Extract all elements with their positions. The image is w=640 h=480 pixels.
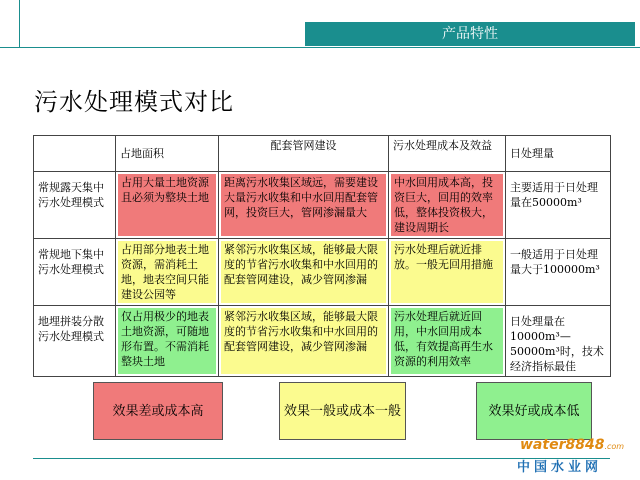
watermark-logo	[520, 437, 624, 453]
table-row	[34, 239, 611, 306]
cost-cell: 中水回用成本高，投资巨大，回用的效率低，整体投资极大，建设周期长	[391, 174, 503, 236]
legend-mid: 效果一般或成本一般	[279, 382, 406, 440]
cost-cell: 污水处理后就近回用，中水回用成本低，有效提高再生水资源的利用效率	[391, 308, 503, 374]
header-cell-cost: 污水处理成本及效益	[389, 136, 506, 172]
watermark-site: 中国水业网	[517, 460, 603, 475]
daily-cell: 日处理量在10000m³—50000m³时，技术经济指标最佳	[506, 306, 611, 377]
table-row	[34, 172, 611, 239]
header-cell-pipe: 配套管网建设	[219, 136, 389, 172]
row-mode-cell: 地埋拼装分散污水处理模式	[34, 306, 116, 377]
pipe-cell: 紧邻污水收集区域，能够最大限度的节省污水收集和中水回用的配套管网建设，减少管网渗漏	[221, 308, 386, 374]
row-mode-cell: 常规地下集中污水处理模式	[34, 239, 116, 306]
watermark-brand: water	[520, 437, 566, 453]
comparison-table	[33, 135, 611, 377]
table-row	[34, 306, 611, 377]
frame-horizontal-line	[0, 47, 640, 48]
header-cell-daily: 日处理量	[506, 136, 611, 172]
legend-bad: 效果差或成本高	[93, 382, 223, 440]
table-header-row	[34, 136, 611, 172]
row-mode-cell: 常规露天集中污水处理模式	[34, 172, 116, 239]
pipe-cell: 距离污水收集区域远，需要建设大量污水收集和中水回用配套管网，投资巨大，管网渗漏量大	[221, 174, 386, 236]
daily-cell: 主要适用于日处理量在50000m³	[506, 172, 611, 239]
watermark-suffix: .com	[604, 442, 625, 451]
pipe-cell: 紧邻污水收集区域，能够最大限度的节省污水收集和中水回用的配套管网建设，减少管网渗漏	[221, 241, 386, 303]
page-title: 污水处理模式对比	[34, 88, 234, 116]
cost-cell: 污水处理后就近排放。一般无回用措施	[391, 241, 503, 303]
land-cell: 占用部分地表土地资源，需消耗土地，地表空间只能建设公园等	[118, 241, 216, 303]
legend-good: 效果好或成本低	[476, 382, 592, 440]
land-cell: 仅占用极少的地表土地资源，可随地形布置。不需消耗整块土地	[118, 308, 216, 374]
land-cell: 占用大量土地资源且必须为整块土地	[118, 174, 216, 236]
watermark-number: 8848	[565, 437, 605, 453]
header-banner: 产品特性	[305, 22, 635, 46]
daily-cell: 一般适用于日处理量大于100000m³	[506, 239, 611, 306]
header-cell-empty	[34, 136, 116, 172]
frame-vertical-line	[19, 0, 20, 48]
header-cell-land: 占地面积	[116, 136, 219, 172]
